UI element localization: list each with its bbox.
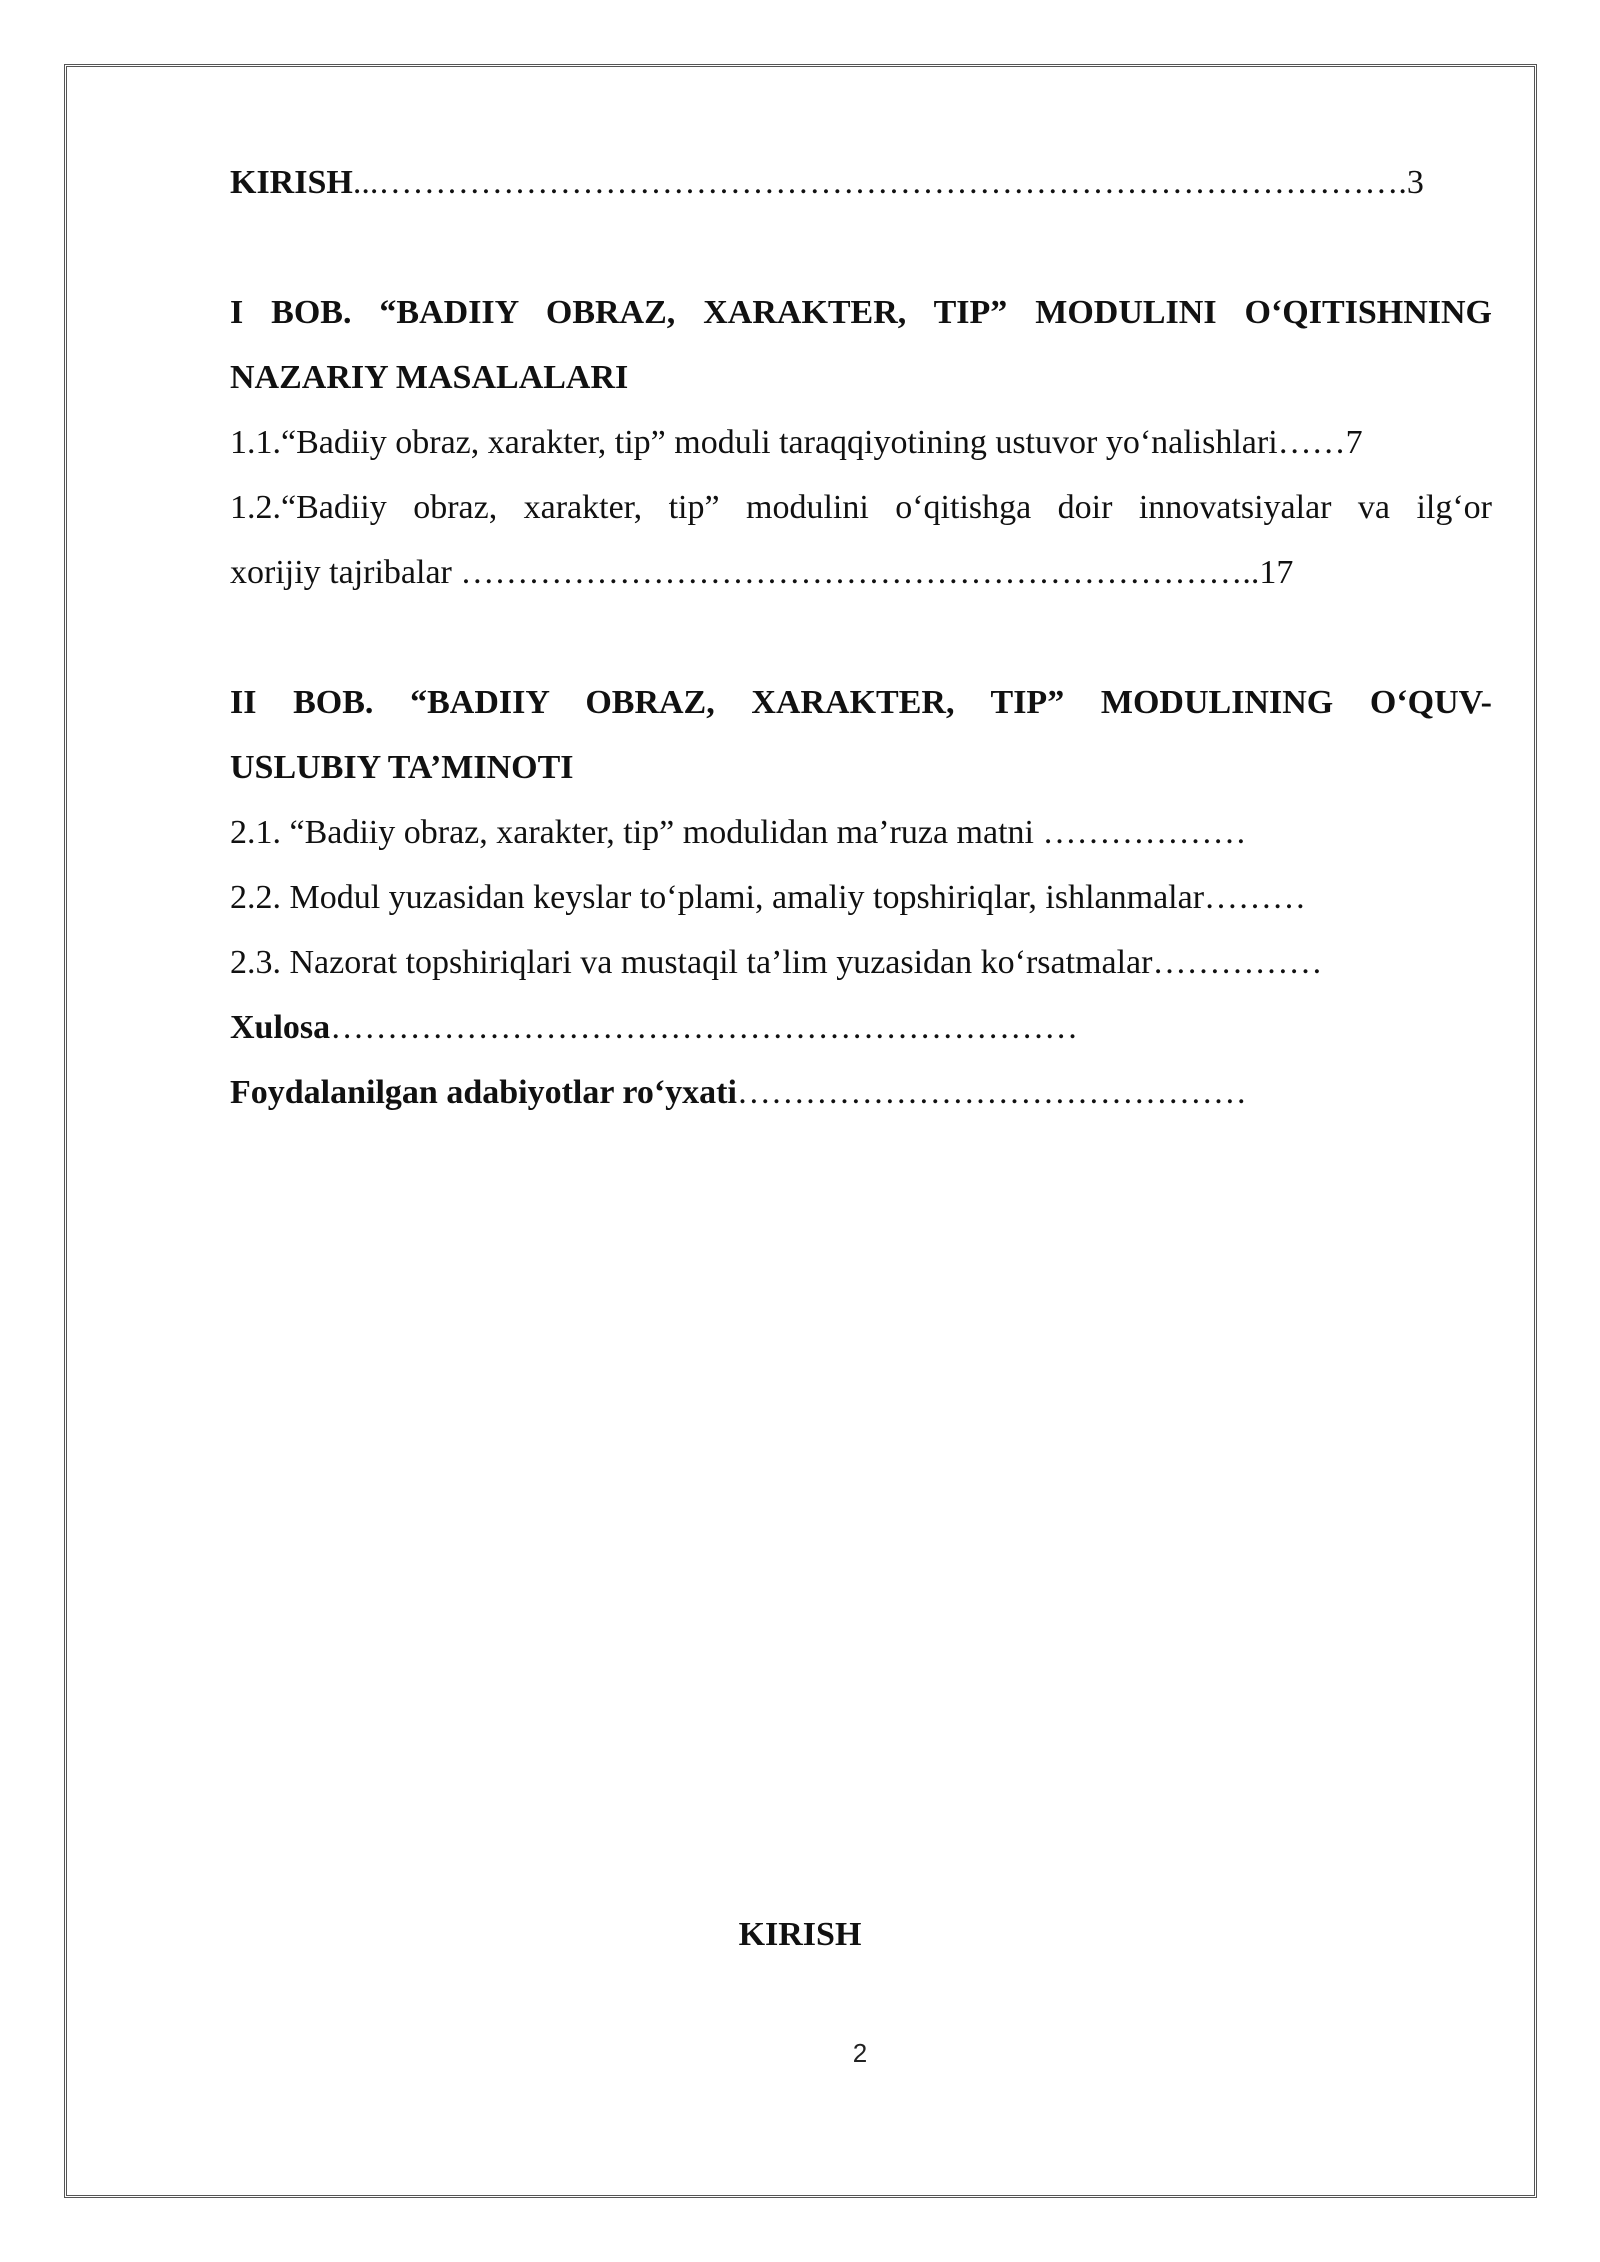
page-number: 2	[852, 2038, 868, 2068]
section-heading: KIRISH	[738, 1916, 862, 1953]
chapter1-title-line1: I BOB. “BADIIY OBRAZ, XARAKTER, TIP” MODULINI O‘QITISHNING	[230, 294, 1492, 331]
toc-adabiyotlar-label: Foydalanilgan adabiyotlar ro‘yxati	[230, 1074, 737, 1111]
toc-kirish-dots: ...……………………………………………………………………………….	[352, 164, 1407, 201]
toc-item-1-2-line1: 1.2.“Badiiy obraz, xarakter, tip” modulini o‘qitishga doir innovatsiyalar va ilg‘or	[230, 489, 1492, 526]
toc-item-2-1: 2.1. “Badiiy obraz, xarakter, tip” modulidan ma’ruza matni ………………	[230, 814, 1247, 851]
toc-kirish-label: KIRISH	[230, 164, 353, 201]
toc-kirish-page: 3	[1406, 164, 1424, 201]
chapter2-title-line1: II BOB. “BADIIY OBRAZ, XARAKTER, TIP” MODULINING O‘QUV-	[230, 684, 1492, 721]
toc-xulosa-label: Xulosa	[230, 1009, 331, 1046]
toc-entry-kirish	[230, 150, 1492, 215]
spacer	[230, 605, 1492, 670]
chapter1-title-line2: NAZARIY MASALALARI	[230, 359, 629, 396]
toc-adabiyotlar-dots: ………………………………………	[736, 1074, 1247, 1111]
toc-item-1-2-line2: xorijiy tajribalar ……………………………………………………………..17	[230, 554, 1294, 591]
toc-entry-adabiyotlar	[230, 1060, 1492, 1125]
table-of-contents	[230, 150, 1492, 1125]
toc-entry-xulosa	[230, 995, 1492, 1060]
toc-item-2-3: 2.3. Nazorat topshiriqlari va mustaqil ta’lim yuzasidan ko‘rsatmalar……………	[230, 944, 1323, 981]
toc-item-1-1: 1.1.“Badiiy obraz, xarakter, tip” moduli taraqqiyotining ustuvor yo‘nalishlari……7	[230, 424, 1363, 461]
toc-xulosa-dots: …………………………………………………………	[330, 1009, 1079, 1046]
chapter2-title-line2: USLUBIY TA’MINOTI	[230, 749, 574, 786]
spacer	[230, 215, 1492, 280]
toc-item-2-2: 2.2. Modul yuzasidan keyslar to‘plami, amaliy topshiriqlar, ishlanmalar………	[230, 879, 1307, 916]
